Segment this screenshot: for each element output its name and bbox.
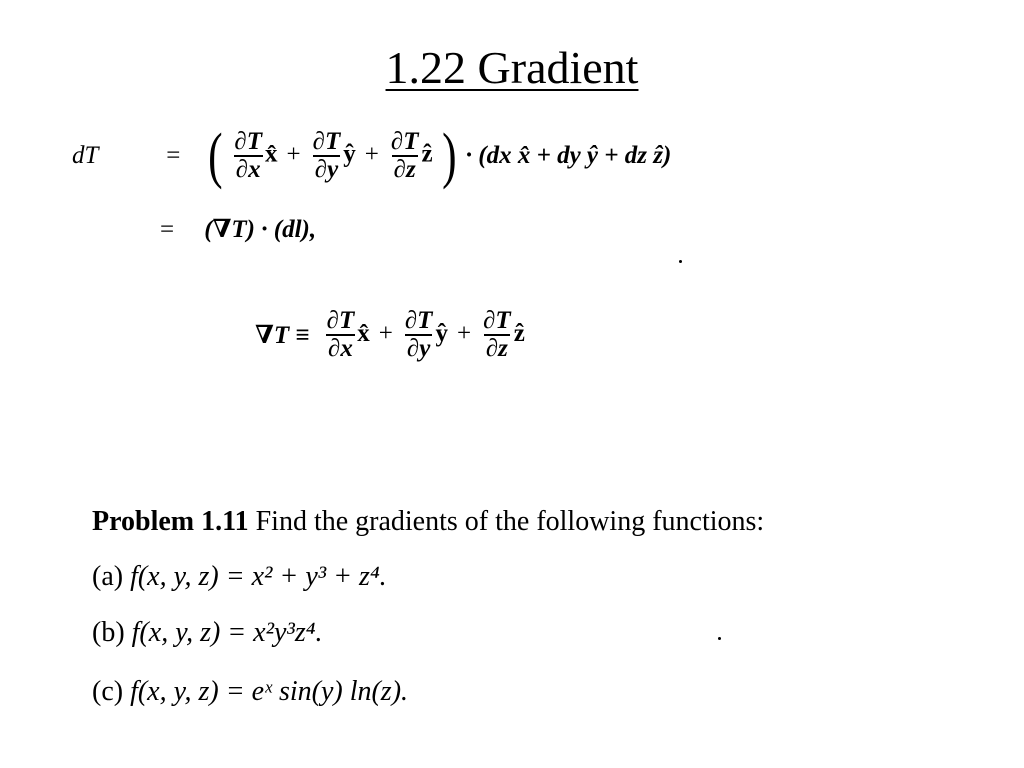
grad-unit-x: x̂ [357, 319, 370, 347]
problem-part-a [92, 560, 387, 594]
unit-x: x̂ [265, 140, 278, 168]
grad-fraction-dx: $\frac{\partial T}{\partial x}$ [326, 307, 355, 363]
equation-dot-product [142, 214, 316, 244]
problem-heading [92, 505, 764, 539]
part-label: (c) [92, 676, 124, 707]
page-title [0, 40, 1024, 96]
fraction-dT-dy: $\frac{\partial T}{\partial y}$ [312, 127, 341, 183]
right-paren: ) [441, 122, 457, 190]
left-paren: ( [207, 122, 223, 190]
grad-fraction-dz: $\frac{\partial T}{\partial z}$ [483, 307, 511, 363]
fraction-dT-dx: $\frac{\partial T}{\partial x}$ [234, 127, 263, 183]
unit-y: ŷ [343, 140, 356, 168]
scan-speck [718, 637, 721, 640]
grad-unit-y: ŷ [435, 319, 448, 347]
part-label: (a) [92, 561, 124, 592]
part-label: (b) [92, 617, 125, 648]
problem-label: Problem 1.11 [92, 506, 249, 537]
equation-differential: dT = ( $\frac{\partial T}{\partial x}$ x̂ + $\frac{\partial T}{\partial y}$ ŷ + $\frac{\partial T}{\partial z}$ ẑ ) · (dx x̂ + dy ŷ + dz ẑ) [72, 122, 672, 190]
grad-fraction-dy: $\frac{\partial T}{\partial y}$ [404, 307, 433, 363]
scan-speck [679, 260, 682, 263]
unit-z: ẑ [421, 140, 433, 168]
part-expression: f(x, y, z) = x² + y³ + z⁴. [130, 561, 387, 592]
problem-part-c [92, 675, 408, 709]
eq3-lhs: ∇T ≡ [255, 322, 310, 350]
problem-part-b [92, 616, 322, 650]
eq1-tail: · (dx x̂ + dy ŷ + dz ẑ) [465, 142, 672, 169]
problem-prompt: Find the gradients of the following functions: [255, 506, 765, 537]
part-expression: f(x, y, z) = eˣ sin(y) ln(z). [130, 676, 409, 707]
eq1-equals: = [166, 142, 181, 169]
fraction-dT-dz: $\frac{\partial T}{\partial z}$ [390, 127, 419, 183]
title-text: 1.22 Gradient [385, 42, 639, 93]
eq2-rhs: (∇T) · (dl), [204, 216, 317, 243]
eq2-equals: = [159, 216, 175, 243]
eq1-lhs: dT [72, 142, 99, 169]
equation-gradient-definition: ∇T ≡ $\frac{\partial T}{\partial x}$ x̂ + $\frac{\partial T}{\partial y}$ ŷ + $\frac{\partial T}{\partial z}$ ẑ [255, 307, 525, 363]
part-expression: f(x, y, z) = x²y³z⁴. [131, 617, 323, 648]
grad-unit-z: ẑ [513, 319, 525, 347]
